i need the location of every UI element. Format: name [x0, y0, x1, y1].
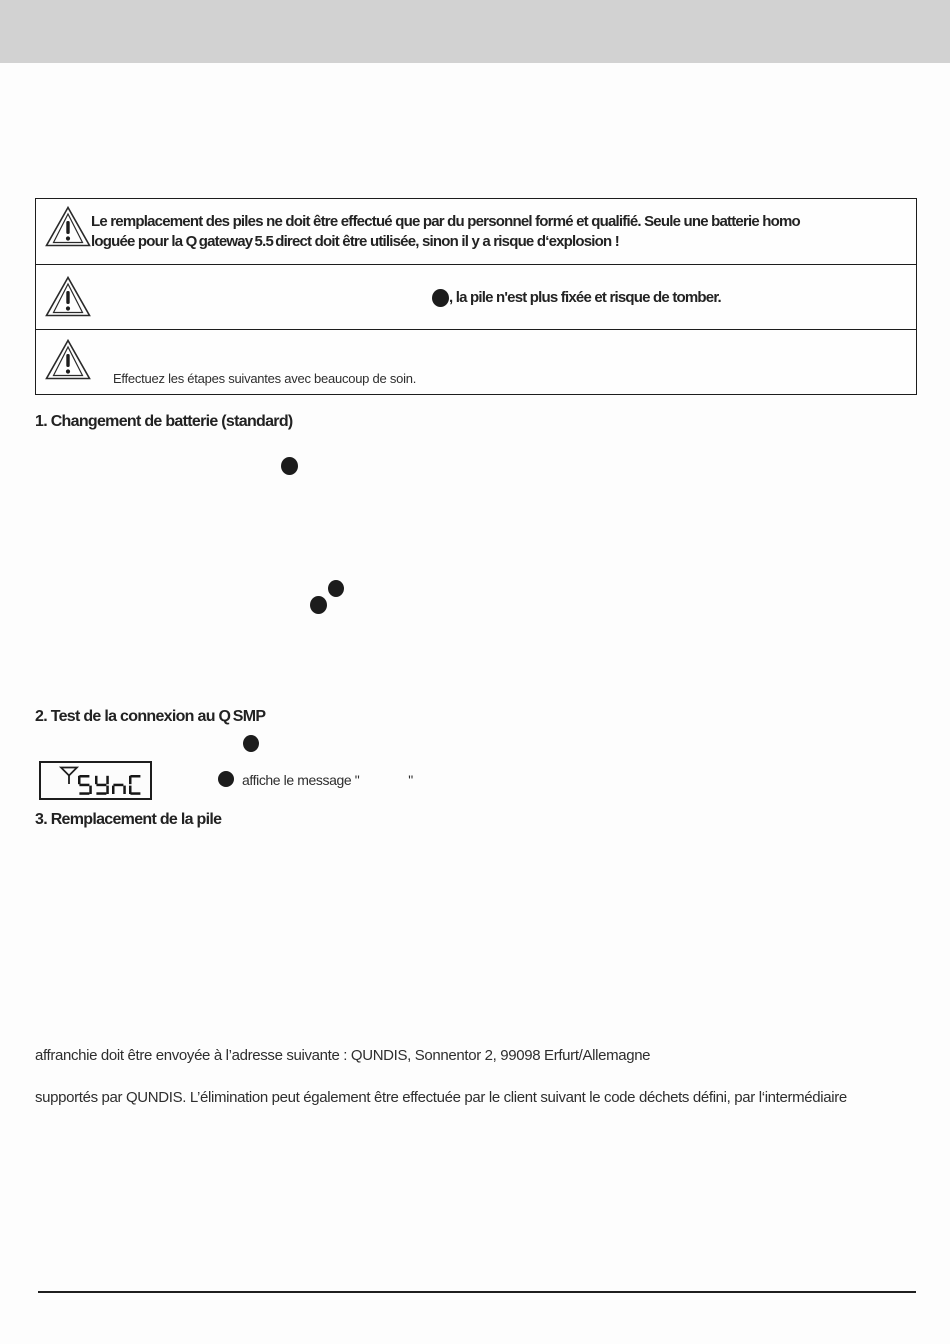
section-heading-battery-change: 1. Changement de batterie (standard) — [35, 413, 293, 430]
warning-triangle-icon — [45, 339, 91, 380]
section-heading-connection-test: 2. Test de la connexion au Q SMP — [35, 708, 266, 725]
warning-row-care — [36, 329, 916, 394]
warning-text-line1: Le remplacement des piles ne doit être effectué que par du personnel formé et qualifié. Seule une batterie homo — [91, 213, 800, 230]
warning-table — [35, 198, 917, 395]
redacted-content-dot — [243, 735, 259, 752]
warning-text-care: Effectuez les étapes suivantes avec beaucoup de soin. — [113, 371, 417, 386]
lcd-text — [78, 775, 146, 795]
warning-triangle-icon — [45, 206, 91, 247]
warning-row-qualified-personnel — [36, 199, 916, 264]
footer-rule — [38, 1291, 916, 1293]
redacted-content-dot — [281, 457, 298, 475]
lcd-display — [39, 761, 152, 800]
warning-text-battery — [91, 212, 909, 252]
body-text-address: affranchie doit être envoyée à l’adresse suivante : QUNDIS, Sonnentor 2, 99098 Erfurt/Allemagne — [35, 1047, 651, 1064]
warning-text-loose — [432, 265, 721, 330]
antenna-icon — [58, 766, 80, 786]
warning-row-battery-loose — [36, 264, 916, 329]
sync-message-line — [218, 770, 413, 788]
body-text-disposal: supportés par QUNDIS. L’élimination peut également être effectuée par le client suivant le code déchets défini, par l‘intermédiaire — [35, 1089, 847, 1106]
redacted-figure-dot — [218, 771, 234, 787]
warning-text: , la pile n'est plus fixée et risque de tomber. — [449, 289, 721, 306]
lcd-text-value — [41, 763, 42, 764]
redacted-content-dot — [310, 596, 327, 614]
header-bar — [0, 0, 950, 63]
warning-text-line2: loguée pour la Q gateway 5.5 direct doit être utilisée, sinon il y a risque d‘explosion ! — [91, 233, 619, 250]
sync-message-text: affiche le message " " — [242, 772, 413, 788]
redacted-content-dot — [328, 580, 344, 597]
warning-triangle-icon — [45, 276, 91, 317]
section-heading-battery-replacement: 3. Remplacement de la pile — [35, 811, 222, 828]
redacted-figure-dot — [432, 289, 449, 307]
